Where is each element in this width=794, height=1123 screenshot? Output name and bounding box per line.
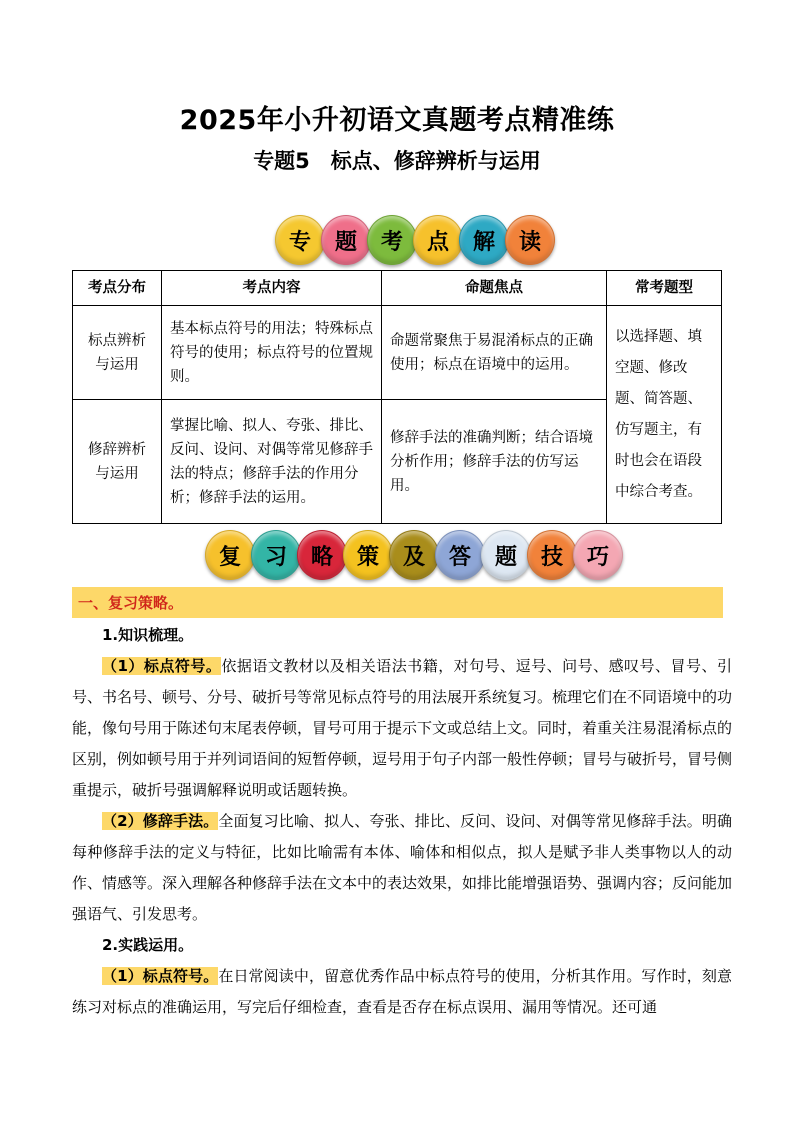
table-header: 考点分布 (73, 271, 162, 306)
subheading-practice: 2.实践运用。 (102, 936, 194, 954)
paragraph-text: 全面复习比喻、拟人、夸张、排比、反问、设问、对偶等常见修辞手法。明确每种修辞手法的定义与特征，比如比喻需有本体、喻体和相似点，拟人是赋予非人类事物以人的动作、情感等。深入理解各种修辞手法在文本中的表达效果，如排比能增强语势、强调内容；反问能加强语气、引发思考。 (72, 812, 733, 923)
exam-points-table (72, 270, 722, 524)
paragraph-label: （1）标点符号。 (102, 657, 222, 675)
table-cell-content: 掌握比喻、拟人、夸张、排比、反问、设问、对偶等常见修辞手法的特点；修辞手法的作用分析；修辞手法的运用。 (162, 400, 382, 524)
banner-circle: 题 (321, 215, 371, 265)
banner-circle: 题 (481, 530, 531, 580)
table-cell-common-types: 以选择题、填空题、修改题、简答题、仿写题主，有时也会在语段中综合考查。 (607, 306, 722, 524)
table-cell-category: 修辞辨析与运用 (73, 400, 162, 524)
topic-banner (275, 215, 551, 265)
table-cell-category: 标点辨析与运用 (73, 306, 162, 400)
banner-circle: 解 (459, 215, 509, 265)
banner-circle: 巧 (573, 530, 623, 580)
table-header: 命题焦点 (382, 271, 607, 306)
table-header-row (73, 271, 722, 306)
banner-circle: 答 (435, 530, 485, 580)
banner-circle: 习 (251, 530, 301, 580)
table-header: 考点内容 (162, 271, 382, 306)
paragraph-label: （2）修辞手法。 (102, 812, 219, 830)
paragraph-text: 在日常阅读中，留意优秀作品中标点符号的使用，分析其作用。写作时，刻意练习对标点的准确运用，写完后仔细检查，查看是否存在标点误用、漏用等情况。还可通 (72, 967, 732, 1016)
paragraph (72, 651, 732, 806)
body-content (72, 620, 732, 1023)
banner-circle: 略 (297, 530, 347, 580)
banner-circle: 技 (527, 530, 577, 580)
banner-circle: 点 (413, 215, 463, 265)
section-heading: 一、复习策略。 (78, 594, 184, 612)
banner-circle: 读 (505, 215, 555, 265)
paragraph-text: 依据语文教材以及相关语法书籍，对句号、逗号、问号、感叹号、冒号、引号、书名号、顿号、分号、破折号等常见标点符号的用法展开系统复习。梳理它们在不同语境中的功能，像句号用于陈述句末尾表停顿，冒号可用于提示下文或总结上文。同时，着重关注易混淆标点的区别，例如顿号用于并列词语间的短暂停顿，逗号用于句子内部一般性停顿；冒号与破折号，冒号侧重提示，破折号强调解释说明或话题转换。 (72, 657, 733, 799)
page-title: 2025年小升初语文真题考点精准练 (179, 105, 615, 136)
banner-circle: 专 (275, 215, 325, 265)
page-subtitle: 专题5 标点、修辞辨析与运用 (253, 149, 541, 173)
table-cell-focus: 命题常聚焦于易混淆标点的正确使用；标点在语境中的运用。 (382, 306, 607, 400)
banner-circle: 复 (205, 530, 255, 580)
paragraph (72, 806, 732, 930)
table-cell-content: 基本标点符号的用法；特殊标点符号的使用；标点符号的位置规则。 (162, 306, 382, 400)
banner-circle: 策 (343, 530, 393, 580)
paragraph-label: （1）标点符号。 (102, 967, 219, 985)
table-row (73, 306, 722, 400)
subheading-knowledge: 1.知识梳理。 (102, 626, 194, 644)
section-heading-bar (72, 587, 723, 618)
table-header: 常考题型 (607, 271, 722, 306)
banner-circle: 考 (367, 215, 417, 265)
strategy-banner (205, 530, 619, 580)
table-cell-focus: 修辞手法的准确判断；结合语境分析作用；修辞手法的仿写运用。 (382, 400, 607, 524)
paragraph (72, 961, 732, 1023)
banner-circle: 及 (389, 530, 439, 580)
